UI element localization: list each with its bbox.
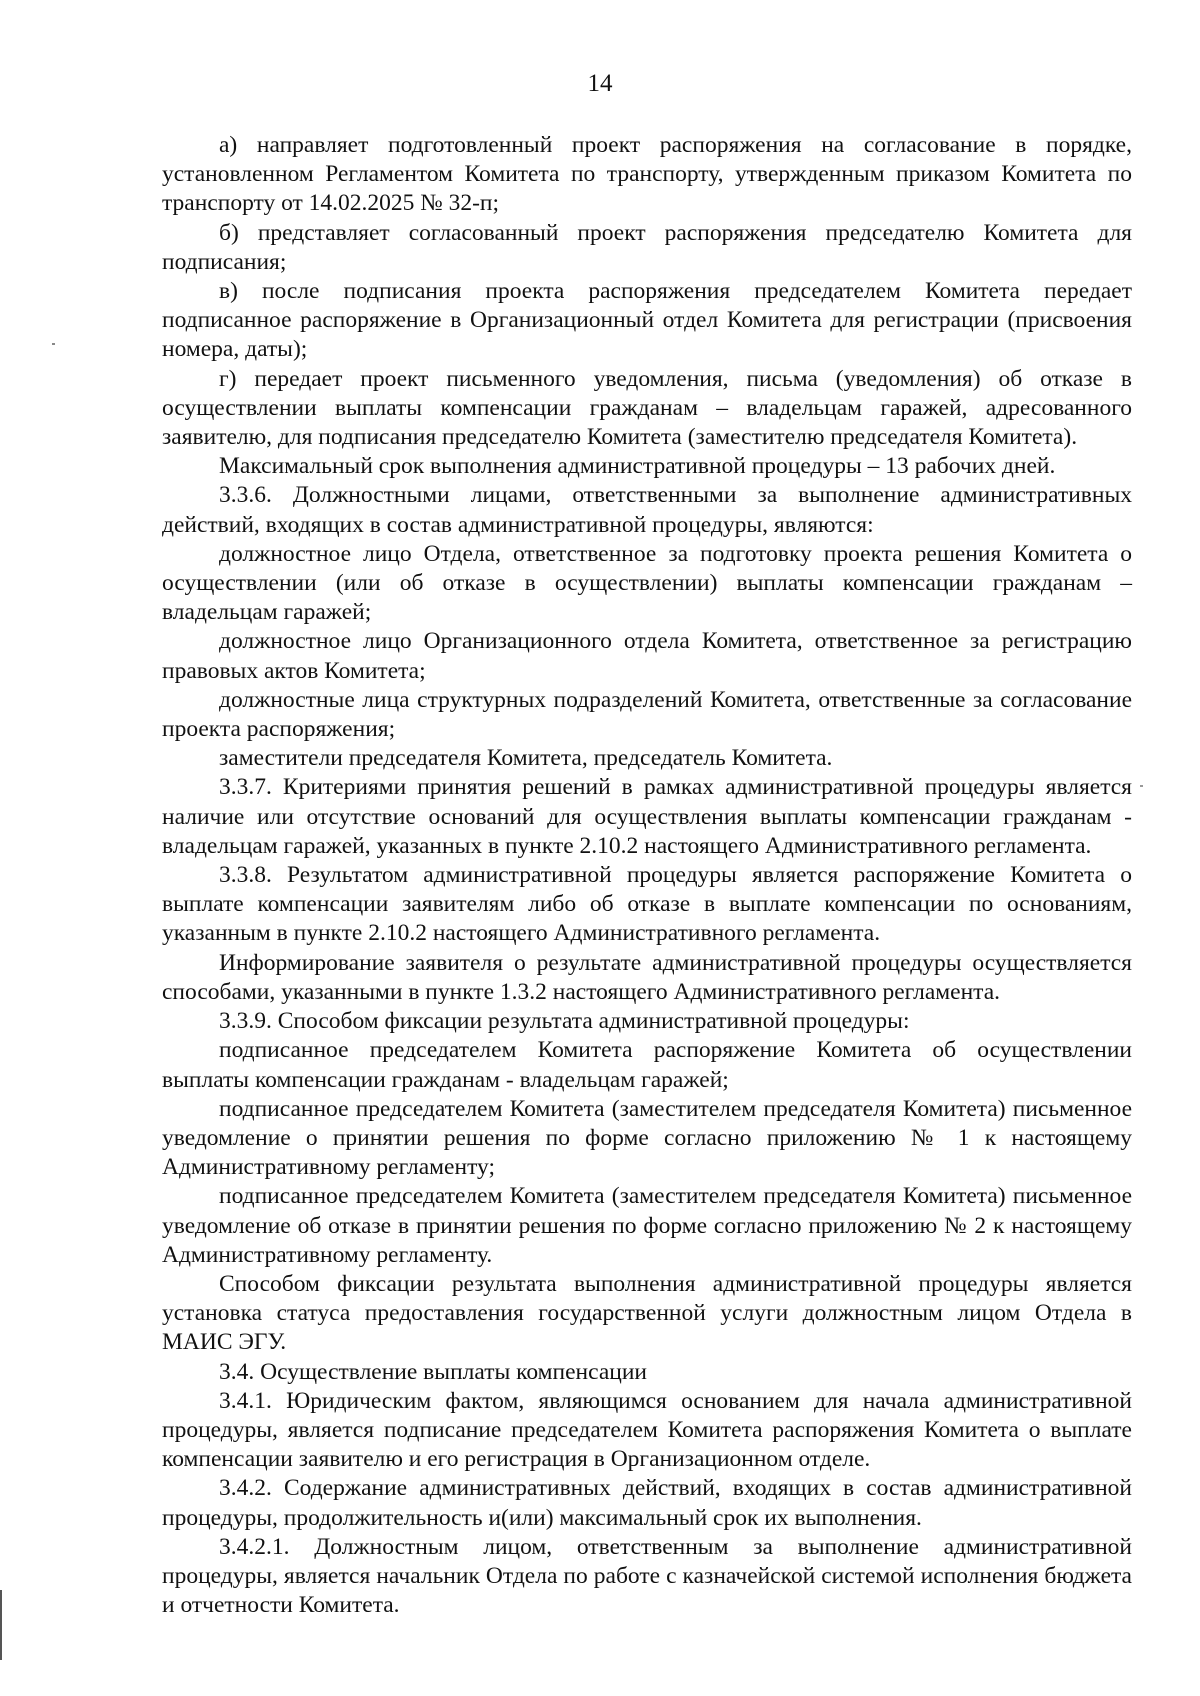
paragraph-3-3-9: 3.3.9. Способом фиксации результата административной процедуры: [219,1008,910,1035]
paragraph-deputies-chairman: заместители председателя Комитета, председатель Комитета. [219,745,833,772]
paragraph-b-present-for-signing: б) представляет согласованный проект распоряжения председателю Комитета для подписания; [162,219,1132,275]
paragraph-official-org-department: должностное лицо Организационного отдела Комитета, ответственное за регистрацию правовых актов Комитета; [162,628,1132,684]
paragraph-3-4-1: 3.4.1. Юридическим фактом, являющимся основанием для начала административной процедуры, является подписание председателем Комитета распоряжения Комитета о выплате компенсации заявителю и его регистрация в Организационном отделе. [162,1387,1132,1473]
paragraph-informing-applicant: Информирование заявителя о результате административной процедуры осуществляется способами, указанными в пункте 1.3.2 настоящего Административного регламента. [162,949,1132,1005]
paragraph-signed-notice-appendix-2: подписанное председателем Комитета (заместителем председателя Комитета) письменное уведомление об отказе в принятии решения по форме согласно приложению № 2 к настоящему Административному регламенту. [162,1183,1132,1268]
page-number: 14 [587,70,613,97]
scan-artifact-dot-right [1140,785,1143,787]
paragraph-3-4-2: 3.4.2. Содержание административных действий, входящих в состав административной процедуры, продолжительность и(или) максимальный срок их выполнения. [162,1475,1132,1531]
paragraph-v-transfer-for-registration: в) после подписания проекта распоряжения председателем Комитета передает подписанное распоряжение в Организационный отдел Комитета для регистрации (присвоения номера, даты); [162,278,1132,363]
paragraph-official-department: должностное лицо Отдела, ответственное за подготовку проекта решения Комитета о осуществлении (или об отказе в осуществлении) выплаты компенсации гражданам – владельцам гаражей; [162,540,1132,626]
paragraph-signed-order: подписанное председателем Комитета распоряжение Комитета об осуществлении выплаты компенсации гражданам - владельцам гаражей; [162,1037,1132,1093]
paragraph-g-refusal-notice: г) передает проект письменного уведомления, письма (уведомления) об отказе в осуществлении выплаты компенсации гражданам – владельцам гаражей, адресованного заявителю, для подписания председателю Комитета (заместителю председателя Комитета). [162,365,1132,451]
paragraph-3-3-8: 3.3.8. Результатом административной процедуры является распоряжение Комитета о выплате компенсации заявителям либо об отказе в выплате компенсации по основаниям, указанным в пункте 2.10.2 настоящего Административного регламента. [162,862,1132,947]
paragraph-officials-structural-units: должностные лица структурных подразделений Комитета, ответственные за согласование проекта распоряжения; [162,686,1132,743]
paragraph-3-4-2-1: 3.4.2.1. Должностным лицом, ответственным за выполнение административной процедуры, является начальник Отдела по работе с казначейской системой исполнения бюджета и отчетности Комитета. [162,1533,1132,1619]
paragraph-3-3-7: 3.3.7. Критериями принятия решений в рамках административной процедуры является наличие или отсутствие оснований для осуществления выплаты компенсации гражданам - владельцам гаражей, указанных в пункте 2.10.2 настоящего Административного регламента. [162,774,1132,859]
paragraph-3-4-heading: 3.4. Осуществление выплаты компенсации [219,1358,647,1385]
paragraph-fixation-status: Способом фиксации результата выполнения административной процедуры является установка статуса предоставления государственной услуги должностным лицом Отдела в МАИС ЭГУ. [162,1270,1132,1356]
paragraph-a-send-for-approval: а) направляет подготовленный проект распоряжения на согласование в порядке, установленном Регламентом Комитета по транспорту, утвержденным приказом Комитета по транспорту от 14.02.2025 № 32-п; [162,132,1132,217]
paragraph-3-3-6: 3.3.6. Должностными лицами, ответственными за выполнение административных действий, входящих в состав административной процедуры, являются: [162,482,1132,538]
scan-edge-mark [0,1590,2,1660]
paragraph-max-term: Максимальный срок выполнения административной процедуры – 13 рабочих дней. [219,453,1056,480]
document-body [162,131,1132,1620]
scan-artifact-dot [52,343,55,345]
paragraph-signed-notice-appendix-1: подписанное председателем Комитета (заместителем председателя Комитета) письменное уведомление о принятии решения по форме согласно приложению № 1 к настоящему Административному регламенту; [162,1095,1132,1181]
